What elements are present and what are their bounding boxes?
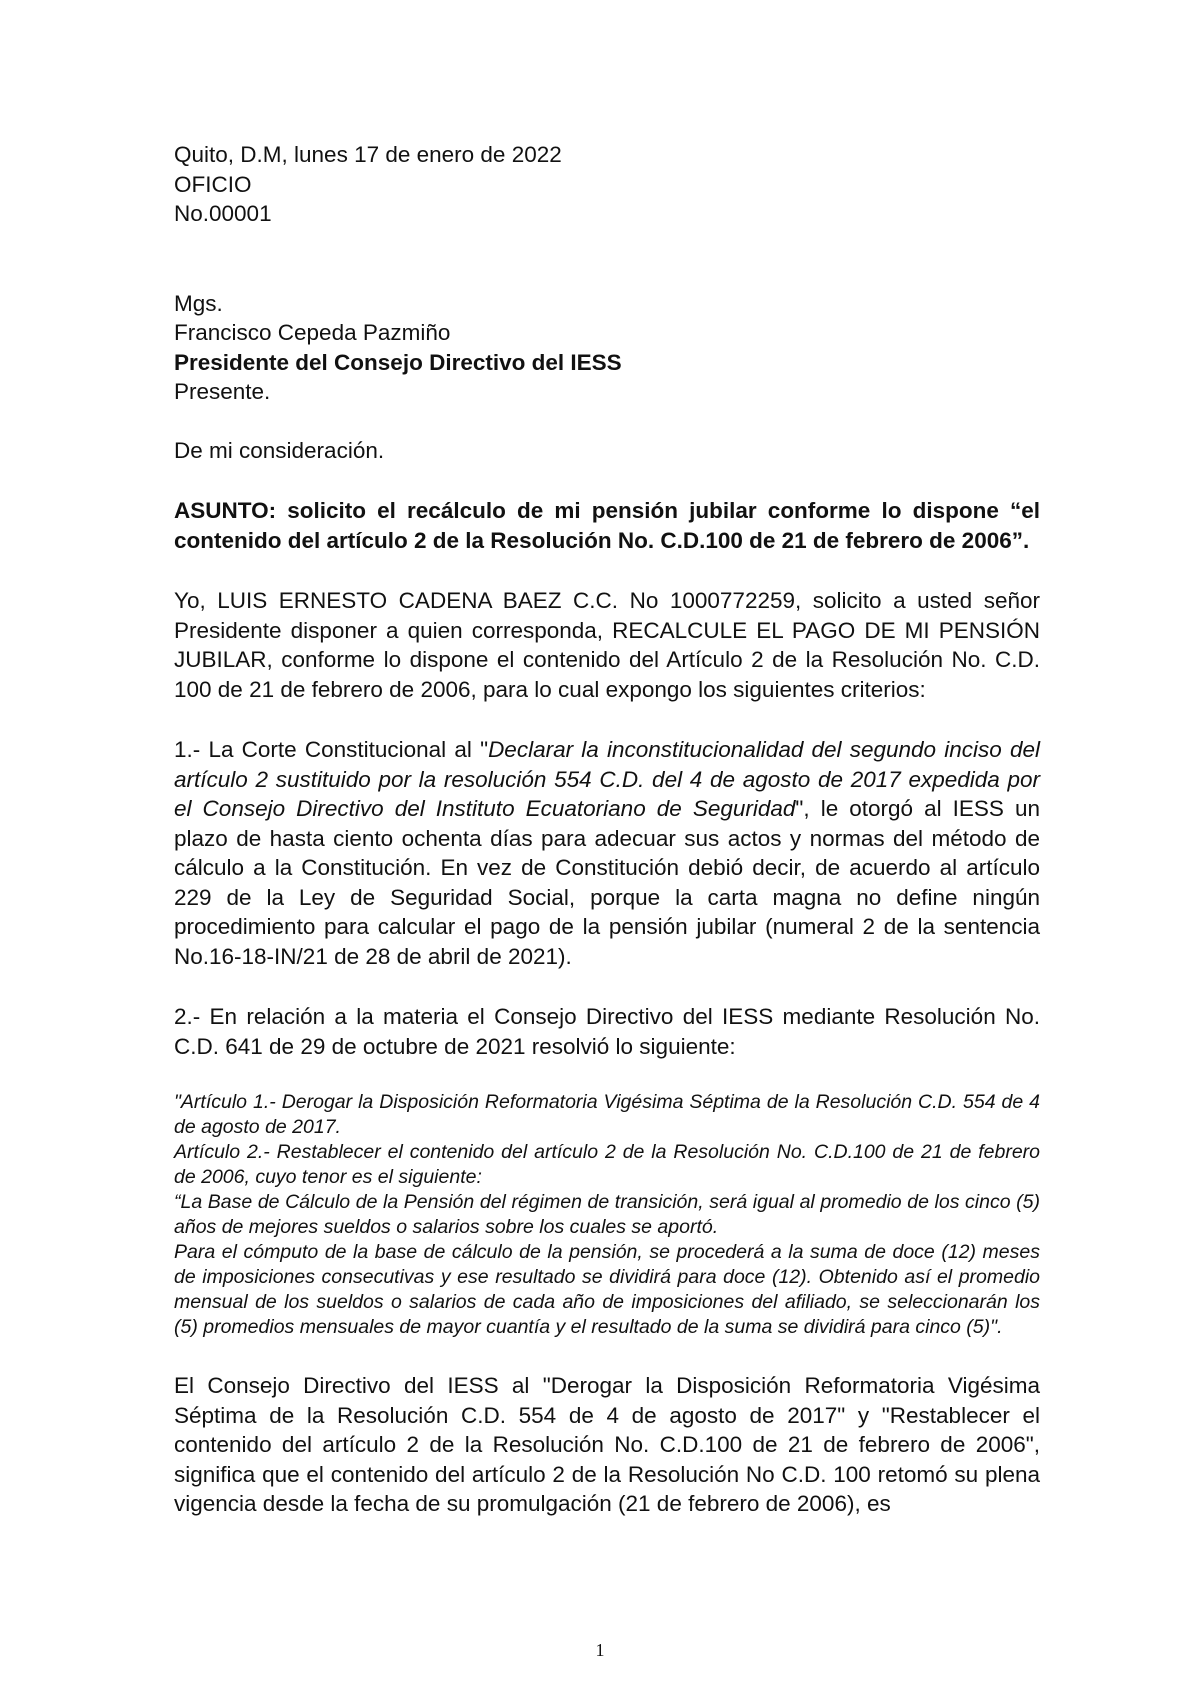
letter-header <box>174 140 1040 229</box>
intro-paragraph: Yo, LUIS ERNESTO CADENA BAEZ C.C. No 1000772259, solicito a usted señor Presidente disponer a quien corresponda, RECALCULE EL PAGO DE MI PENSIÓN JUBILAR, conforme lo dispone el contenido del Artículo 2 de la Resolución No. C.D. 100 de 21 de febrero de 2006, para lo cual expongo los siguientes criterios: <box>174 588 1040 702</box>
page-number: 1 <box>595 1640 605 1660</box>
closing-paragraph: El Consejo Directivo del IESS al "Derogar la Disposición Reformatoria Vigésima Séptima de la Resolución C.D. 554 de 4 de agosto de 2017" y "Restablecer el contenido del artículo 2 de la Resolución No. C.D.100 de 21 de febrero de 2006", significa que el contenido del artículo 2 de la Resolución No C.D. 100 retomó su plena vigencia desde la fecha de su promulgación (21 de febrero de 2006), es <box>174 1373 1040 1516</box>
quote-base-calculo: “La Base de Cálculo de la Pensión del régimen de transición, será igual al promedio de los cinco (5) años de mejores sueldos o salarios sobre los cuales se aportó. <box>174 1191 1040 1238</box>
point-2-paragraph: 2.- En relación a la materia el Consejo Directivo del IESS mediante Resolución No. C.D. 641 de 29 de octubre de 2021 resolvió lo siguiente: <box>174 1004 1040 1059</box>
recipient-presente: Presente. <box>174 379 271 404</box>
quote-article-1: "Artículo 1.- Derogar la Disposición Reformatoria Vigésima Séptima de la Resolución C.D. 554 de 4 de agosto de 2017. <box>174 1091 1040 1138</box>
subject-label: ASUNTO: <box>174 498 277 523</box>
greeting: De mi consideración. <box>174 437 385 463</box>
point-1-rest: ", le otorgó al IESS un plazo de hasta ciento ochenta días para adecuar sus actos y normas del método de cálculo a la Constitución. En vez de Constitución debió decir, de acuerdo al artículo 229 de la Ley de Seguridad Social, porque la carta magna no define ningún procedimiento para calcular el pago de la pensión jubilar (numeral 2 de la sentencia No.16-18-IN/21 de 28 de abril de 2021). <box>174 796 1040 969</box>
recipient-block <box>174 289 1040 407</box>
recipient-position: Presidente del Consejo Directivo del IESS <box>174 349 622 375</box>
letter-body <box>174 140 1040 1541</box>
point-1-quote: Declarar la inconstitucionalidad del segundo inciso del artículo 2 sustituido por la resolución 554 C.D. del 4 de agosto de 2017 expedida por el Consejo Directivo del Instituto Ecuatoriano de Seguridad <box>174 737 1040 821</box>
quote-article-2: Artículo 2.- Restablecer el contenido del artículo 2 de la Resolución No. C.D.100 de 21 de febrero de 2006, cuyo tenor es el siguiente: <box>174 1141 1040 1188</box>
subject-text: solicito el recálculo de mi pensión jubilar conforme lo dispone “el contenido del artículo 2 de la Resolución No. C.D.100 de 21 de febrero de 2006”. <box>174 498 1040 553</box>
subject <box>174 496 1040 555</box>
resolution-quote <box>174 1090 1040 1340</box>
point-1-paragraph <box>174 735 1040 971</box>
quote-computo: Para el cómputo de la base de cálculo de la pensión, se procederá a la suma de doce (12) meses de imposiciones consecutivas y ese resultado se dividirá para doce (12). Obtenido así el promedio mensual de los sueldos o salarios de cada año de imposiciones del afiliado, se seleccionarán los (5) promedios mensuales de mayor cuantía y el resultado de la suma se dividirá para cinco (5)". <box>174 1241 1040 1338</box>
recipient-name: Francisco Cepeda Pazmiño <box>174 320 451 345</box>
place-date: Quito, D.M, lunes 17 de enero de 2022 <box>174 142 562 167</box>
point-1-prefix: 1.- La Corte Constitucional al " <box>174 737 489 762</box>
doc-type: OFICIO <box>174 171 252 197</box>
doc-number: No.00001 <box>174 201 272 226</box>
recipient-title: Mgs. <box>174 290 223 316</box>
